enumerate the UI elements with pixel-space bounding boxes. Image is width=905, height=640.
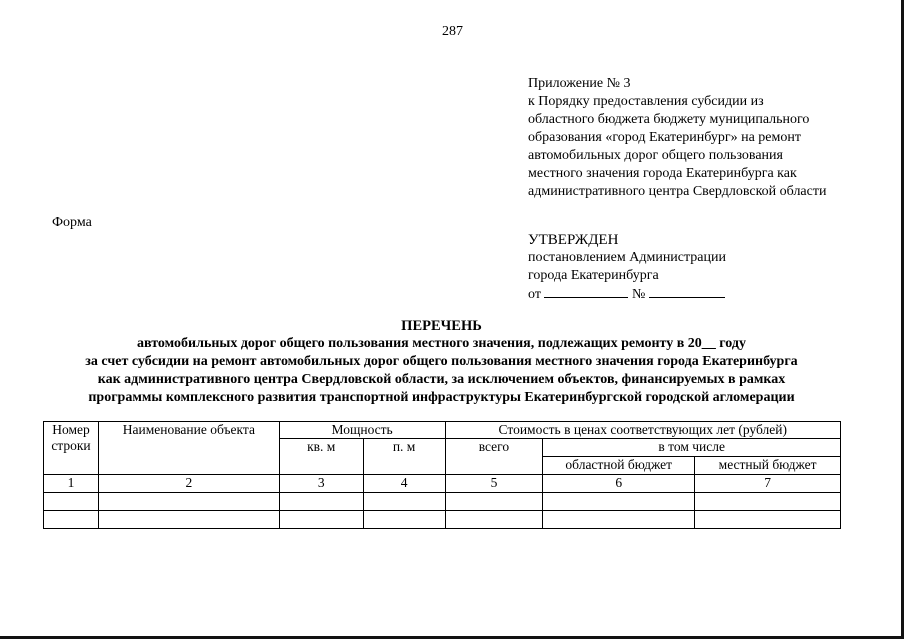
column-number: 7 bbox=[695, 475, 841, 493]
table-cell bbox=[695, 493, 841, 511]
roads-table bbox=[43, 421, 841, 529]
date-prefix: от bbox=[528, 287, 541, 302]
table-cell bbox=[445, 493, 543, 511]
table-cell bbox=[44, 493, 99, 511]
title-line1-start: автомобильных дорог общего пользования местного значения, подлежащих ремонту в 20 bbox=[137, 336, 702, 351]
table-cell bbox=[543, 511, 695, 529]
col-header-text: Номер bbox=[52, 422, 90, 437]
column-number: 5 bbox=[445, 475, 543, 493]
col-header-text: строки bbox=[51, 438, 91, 453]
number-blank bbox=[649, 285, 725, 298]
number-sign: № bbox=[631, 287, 646, 302]
col-header-capacity: Мощность bbox=[279, 422, 445, 439]
column-number: 6 bbox=[543, 475, 695, 493]
approved-line: постановлением Администрации bbox=[528, 250, 726, 265]
col-header-regional: областной бюджет bbox=[543, 457, 695, 475]
appendix-block bbox=[528, 75, 898, 201]
table-cell bbox=[445, 511, 543, 529]
column-number: 1 bbox=[44, 475, 99, 493]
table-cell bbox=[279, 511, 363, 529]
approval-block bbox=[528, 231, 828, 304]
appendix-line: местного значения города Екатеринбурга как bbox=[528, 166, 797, 181]
title-line: за счет субсидии на ремонт автомобильных дорог общего пользования местного значения города Екатеринбурга bbox=[85, 354, 798, 369]
title-heading: ПЕРЕЧЕНЬ bbox=[401, 318, 482, 334]
appendix-line: Приложение № 3 bbox=[528, 76, 631, 91]
approved-title: УТВЕРЖДЕН bbox=[528, 232, 619, 248]
col-header-including: в том числе bbox=[543, 439, 841, 457]
table-cell bbox=[543, 493, 695, 511]
col-header-local: местный бюджет bbox=[695, 457, 841, 475]
appendix-line: автомобильных дорог общего пользования bbox=[528, 148, 783, 163]
approved-date-line bbox=[528, 285, 828, 304]
table-cell bbox=[363, 493, 445, 511]
table-cell bbox=[44, 511, 99, 529]
date-blank bbox=[544, 285, 628, 298]
year-blank: __ bbox=[701, 336, 716, 351]
col-header-cost: Стоимость в ценах соответствующих лет (рублей) bbox=[445, 422, 840, 439]
appendix-line: административного центра Свердловской области bbox=[528, 184, 827, 199]
title-line: программы комплексного развития транспортной инфраструктуры Екатеринбургской городской агломерации bbox=[88, 390, 795, 405]
table-row bbox=[44, 511, 841, 529]
col-header-row-number bbox=[44, 422, 99, 475]
column-number: 2 bbox=[98, 475, 279, 493]
column-number: 4 bbox=[363, 475, 445, 493]
column-number-row bbox=[44, 475, 841, 493]
title-line bbox=[0, 335, 883, 353]
column-number: 3 bbox=[279, 475, 363, 493]
col-header-total: всего bbox=[445, 439, 543, 475]
table-cell bbox=[98, 493, 279, 511]
col-header-object-name: Наименование объекта bbox=[98, 422, 279, 475]
page-number: 287 bbox=[442, 24, 463, 39]
col-header-lin-m: п. м bbox=[363, 439, 445, 475]
appendix-line: к Порядку предоставления субсидии из bbox=[528, 94, 764, 109]
table-cell bbox=[279, 493, 363, 511]
col-header-sq-m: кв. м bbox=[279, 439, 363, 475]
document-title bbox=[0, 317, 883, 407]
appendix-line: областного бюджета бюджету муниципального bbox=[528, 112, 810, 127]
form-label: Форма bbox=[52, 215, 92, 230]
table-cell bbox=[98, 511, 279, 529]
table-row bbox=[44, 493, 841, 511]
table-cell bbox=[695, 511, 841, 529]
approved-line: города Екатеринбурга bbox=[528, 268, 659, 283]
title-line: как административного центра Свердловской области, за исключением объектов, финансируемых в рамках bbox=[97, 372, 786, 387]
title-line1-end: году bbox=[715, 336, 746, 351]
appendix-line: образования «город Екатеринбург» на ремонт bbox=[528, 130, 801, 145]
table-cell bbox=[363, 511, 445, 529]
